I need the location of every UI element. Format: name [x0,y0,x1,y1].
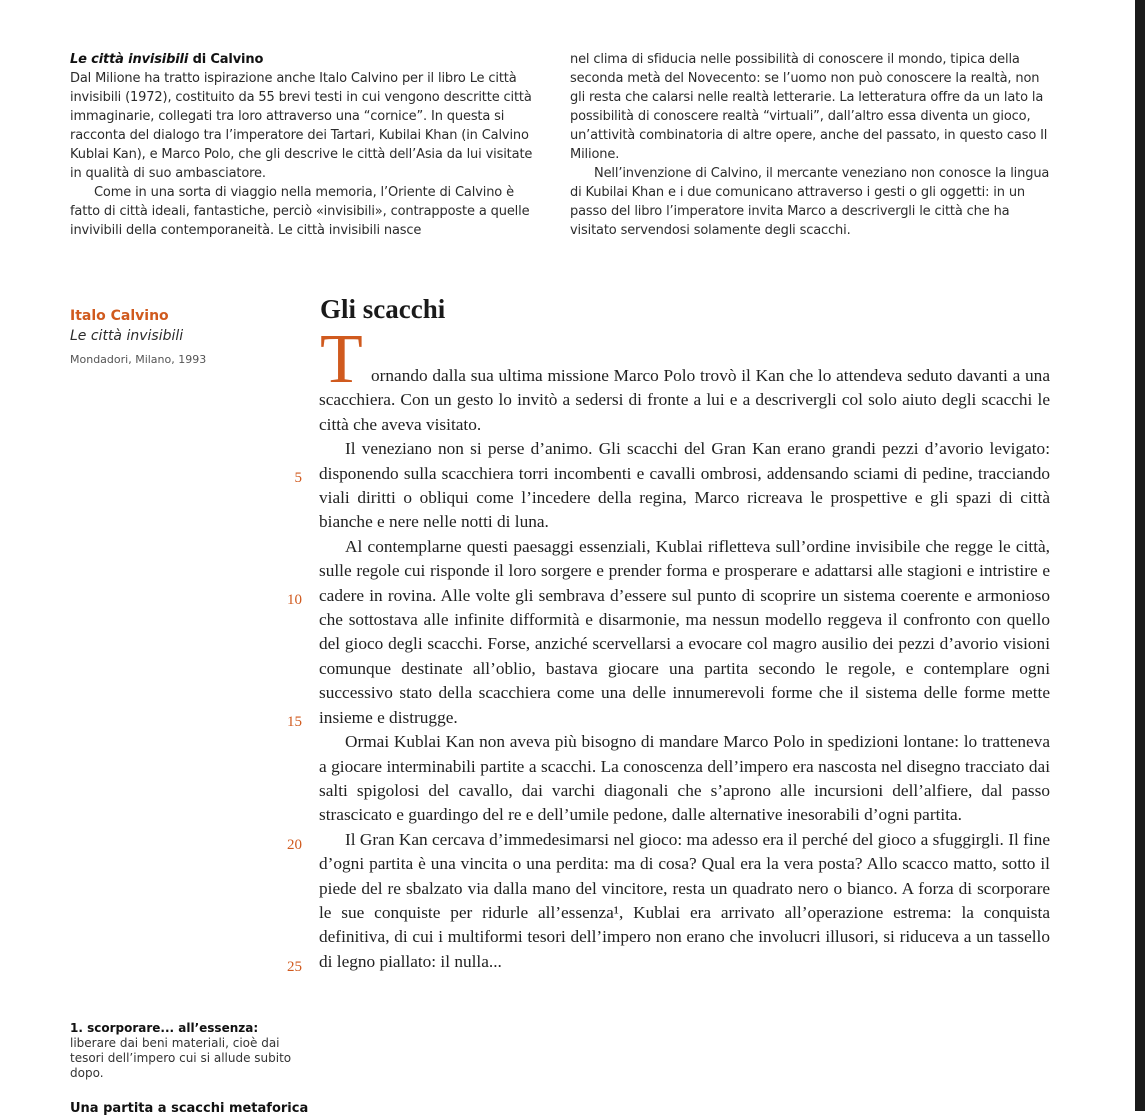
intro-paragraph-1 [70,50,546,183]
paragraph-4: Ormai Kublai Kan non aveva più bisogno di mandare Marco Polo in spedizioni lontane: lo tratteneva a giocare interminabili partite a scacchi. La conoscenza dell’impero era nascosta nel disegno tracciato dai salti spigolosi del cavallo, dai varchi diagonali che s’aprono alle incursioni dell’alfiere, dal passo strascicato e guardingo del re e dell’umile pedone, dalle alternative inesorabili d’ogni partita. [319,732,1050,825]
line-number-25: 25 [287,959,302,975]
intro-left-column [70,50,546,240]
footnote-title: 1. scorporare... all’essenza: [70,1021,259,1035]
drop-cap: T [320,321,363,398]
line-number-15: 15 [287,714,302,730]
intro-paragraph-3: nel clima di sfiducia nelle possibilità di conoscere il mondo, tipica della seconda metà del Novecento: se l’uomo non può conoscere la realtà, non gli resta che calarsi nelle realtà letterarie. La letteratura offre da un lato la possibilità di conoscere realtà “virtuali”, dall’altro essa diventa un gioco, un’attività combinatoria di altre opere, anche del passato, in questo caso Il Milione. [570,52,1048,162]
intro-title-italic: Le città invisibili [70,52,189,67]
paragraph-1: ornando dalla sua ultima missione Marco Polo trovò il Kan che lo attendeva seduto davanti a una scacchiera. Con un gesto lo invitò a sedersi di fronte a lui e a descrivergli col solo aiuto degli scacchi le città che aveva visitato. [319,366,1050,434]
line-number-5: 5 [294,470,302,486]
page-edge-divider [1135,0,1145,1111]
intro-right-column [570,50,1050,240]
line-number-10: 10 [287,592,302,608]
line-number-20: 20 [287,837,302,853]
paragraph-3: Al contemplarne questi paesaggi essenziali, Kublai rifletteva sull’ordine invisibile che regge le città, sulle regole cui risponde il loro sorgere e prender forma e prosperare e adattarsi alle stagioni e intristire e cadere in rovina. Alle volte gli sembrava d’essere sul punto di scoprire un sistema coerente e armonioso che sottostava alle infinite difformità e disarmonie, ma nessun modello reggeva il confronto con quello del gioco degli scacchi. Forse, anziché scervellarsi a evocare col magro ausilio dei pezzi d’avorio visioni comunque destinate all’oblio, bastava giocare una partita secondo le regole, e contemplare ogni successivo stato della scacchiera come una delle innumerevoli forme che il sistema delle forme mette insieme e distrugge. [319,536,1050,727]
paragraph-5: Il Gran Kan cercava d’immedesimarsi nel gioco: ma adesso era il perché del gioco a sfuggirgli. Il fine d’ogni partita è una vincita o una perdita: ma di cosa? Qual era la vera posta? Allo scacco matto, sotto il piede del re sbalzato via dalla mano del vincitore, resta un quadrato nero o bianco. A forza di scorporare le sue conquiste per ridurle all’essenza¹, Kublai era arrivato all’operazione estrema: la conquista definitiva, di cui i multiformi tesori dell’impero non erano che involucri illusori, si riduceva a un tassello di legno piallato: il nulla... [319,829,1050,971]
paragraph-2: Il veneziano non si perse d’animo. Gli scacchi del Gran Kan erano grandi pezzi d’avorio levigato: disponendo sulla scacchiera torri incombenti e cavalli ombrosi, addensando sciami di pedine, tracciando viali diritti o obliqui come l’incedere della regina, Marco ricreava le prospettive e gli spazi di città bianche e nere nelle notti di luna. [319,439,1050,532]
footnote [70,1021,300,1081]
source-publisher: Mondadori, Milano, 1993 [70,353,207,366]
footnote-body: liberare dai beni materiali, cioè dai tesori dell’impero cui si allude subito dopo. [70,1036,292,1080]
source-reference [70,306,290,368]
source-book: Le città invisibili [70,328,184,344]
intro-paragraph-4: Nell’invenzione di Calvino, il mercante veneziano non conosce la lingua di Kubilai Khan e i due comunicano attraverso i gesti o gli oggetti: in un passo del libro l’imperatore invita Marco a descrivergli le città che ha visitato servendosi solamente degli scacchi. [570,166,1050,238]
intro-paragraph-2: Come in una sorta di viaggio nella memoria, l’Oriente di Calvino è fatto di città ideali, fantastiche, perciò «invisibili», contrapposte a quelle invivibili della contemporaneità. Le città invisibili nasce [70,185,530,238]
source-author: Italo Calvino [70,308,169,324]
intro-text-1: Dal Milione ha tratto ispirazione anche Italo Calvino per il libro Le città invisibili (1972), costituito da 55 brevi testi in cui vengono descritte città immaginarie, collegati tra loro attraverso una “cornice”. In questa si racconta del dialogo tra l’imperatore dei Tartari, Kubilai Khan (in Calvino Kublai Kan), e Marco Polo, che gli descrive le città dell’Asia da lui visitate in qualità di suo ambasciatore. [70,71,533,181]
next-section-heading: Una partita a scacchi metaforica [70,1101,309,1116]
intro-title-rest: di Calvino [188,52,264,67]
text-title: Gli scacchi [320,294,446,324]
main-text [319,364,1050,974]
